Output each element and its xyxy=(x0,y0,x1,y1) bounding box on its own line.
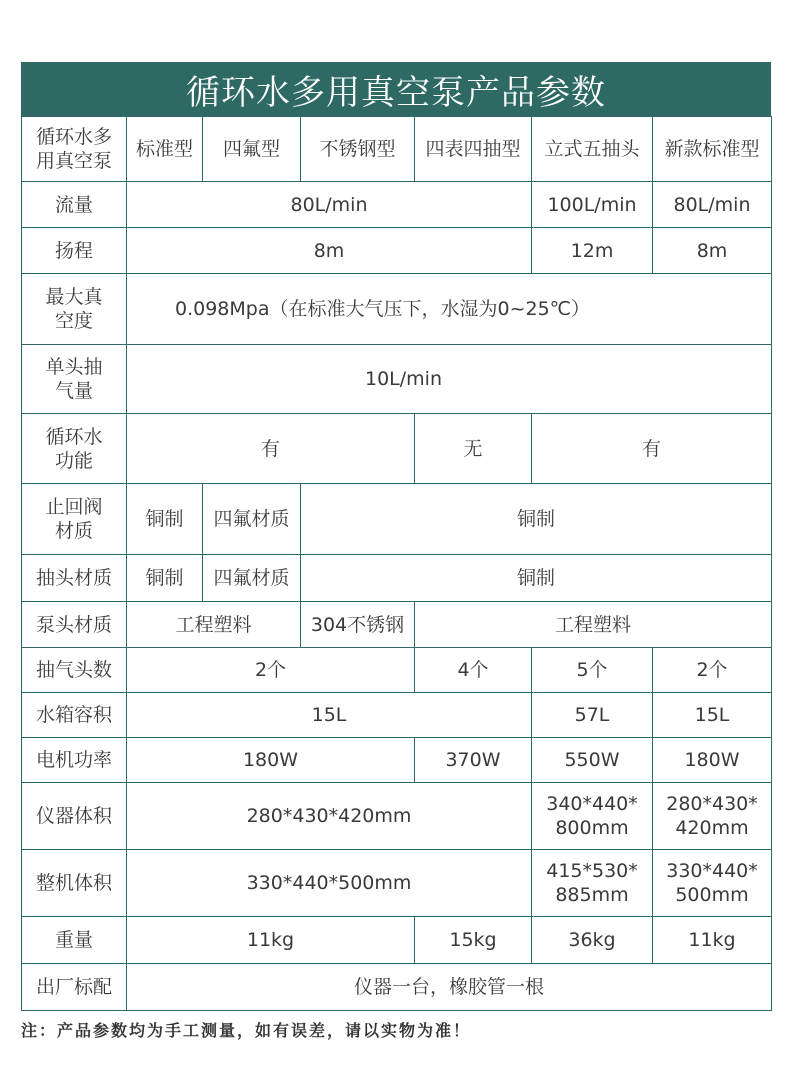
table-cell: 180W xyxy=(653,738,772,783)
row-label: 抽头材质 xyxy=(22,555,127,602)
table-row xyxy=(22,182,772,228)
table-cell: 10L/min xyxy=(127,345,772,414)
table-cell: 11kg xyxy=(653,917,772,964)
table-cell: 0.098Mpa（在标准大气压下，水湿为0~25℃） xyxy=(127,274,772,345)
table-cell: 15kg xyxy=(415,917,532,964)
row-label: 出厂标配 xyxy=(22,964,127,1011)
table-cell: 330*440*500mm xyxy=(127,850,532,917)
row-label: 流量 xyxy=(22,182,127,228)
row-label: 最大真空度 xyxy=(22,274,127,345)
table-cell: 80L/min xyxy=(653,182,772,228)
table-row xyxy=(22,964,772,1011)
table-cell: 5个 xyxy=(532,648,653,693)
table-cell: 工程塑料 xyxy=(127,602,301,648)
row-label: 扬程 xyxy=(22,228,127,274)
table-cell: 36kg xyxy=(532,917,653,964)
table-cell: 8m xyxy=(127,228,532,274)
model-vertical-five: 立式五抽头 xyxy=(532,117,653,182)
table-cell: 2个 xyxy=(653,648,772,693)
row-label: 重量 xyxy=(22,917,127,964)
table-cell: 有 xyxy=(127,414,415,484)
footnote: 注：产品参数均为手工测量，如有误差，请以实物为准！ xyxy=(21,1021,472,1040)
table-row xyxy=(22,693,772,738)
table-cell: 2个 xyxy=(127,648,415,693)
spec-table xyxy=(21,116,772,1011)
table-row xyxy=(22,783,772,850)
table-cell: 280*430*420mm xyxy=(127,783,532,850)
table-cell: 330*440*500mm xyxy=(653,850,772,917)
row-label: 整机体积 xyxy=(22,850,127,917)
page-title: 循环水多用真空泵产品参数 xyxy=(21,62,771,116)
table-cell: 12m xyxy=(532,228,653,274)
table-row xyxy=(22,414,772,484)
table-cell: 11kg xyxy=(127,917,415,964)
table-row xyxy=(22,917,772,964)
model-ptfe: 四氟型 xyxy=(203,117,301,182)
table-cell: 铜制 xyxy=(127,484,203,555)
table-cell: 550W xyxy=(532,738,653,783)
table-cell: 仪器一台，橡胶管一根 xyxy=(127,964,772,1011)
table-cell: 4个 xyxy=(415,648,532,693)
model-new-standard: 新款标准型 xyxy=(653,117,772,182)
table-row xyxy=(22,345,772,414)
table-cell: 15L xyxy=(127,693,532,738)
spec-sheet xyxy=(21,62,771,1011)
row-label: 电机功率 xyxy=(22,738,127,783)
table-cell: 57L xyxy=(532,693,653,738)
table-cell: 100L/min xyxy=(532,182,653,228)
table-row xyxy=(22,228,772,274)
table-row xyxy=(22,602,772,648)
table-cell: 四氟材质 xyxy=(203,484,301,555)
row-label: 泵头材质 xyxy=(22,602,127,648)
table-cell: 415*530*885mm xyxy=(532,850,653,917)
table-row xyxy=(22,484,772,555)
table-cell: 180W xyxy=(127,738,415,783)
model-standard: 标准型 xyxy=(127,117,203,182)
table-row xyxy=(22,850,772,917)
table-row xyxy=(22,738,772,783)
table-cell: 80L/min xyxy=(127,182,532,228)
row-label: 水箱容积 xyxy=(22,693,127,738)
table-row xyxy=(22,648,772,693)
header-label: 循环水多用真空泵 xyxy=(22,117,127,182)
table-cell: 铜制 xyxy=(127,555,203,602)
table-cell: 铜制 xyxy=(301,555,772,602)
row-label: 仪器体积 xyxy=(22,783,127,850)
row-label: 循环水功能 xyxy=(22,414,127,484)
table-row xyxy=(22,555,772,602)
row-label: 单头抽气量 xyxy=(22,345,127,414)
table-header-row xyxy=(22,117,772,182)
table-cell: 340*440*800mm xyxy=(532,783,653,850)
model-stainless: 不锈钢型 xyxy=(301,117,415,182)
table-cell: 铜制 xyxy=(301,484,772,555)
model-four-gauge: 四表四抽型 xyxy=(415,117,532,182)
table-cell: 无 xyxy=(415,414,532,484)
table-cell: 工程塑料 xyxy=(415,602,772,648)
table-cell: 15L xyxy=(653,693,772,738)
table-cell: 370W xyxy=(415,738,532,783)
table-cell: 四氟材质 xyxy=(203,555,301,602)
row-label: 抽气头数 xyxy=(22,648,127,693)
table-cell: 304不锈钢 xyxy=(301,602,415,648)
table-cell: 8m xyxy=(653,228,772,274)
table-row xyxy=(22,274,772,345)
table-cell: 有 xyxy=(532,414,772,484)
table-cell: 280*430*420mm xyxy=(653,783,772,850)
row-label: 止回阀材质 xyxy=(22,484,127,555)
